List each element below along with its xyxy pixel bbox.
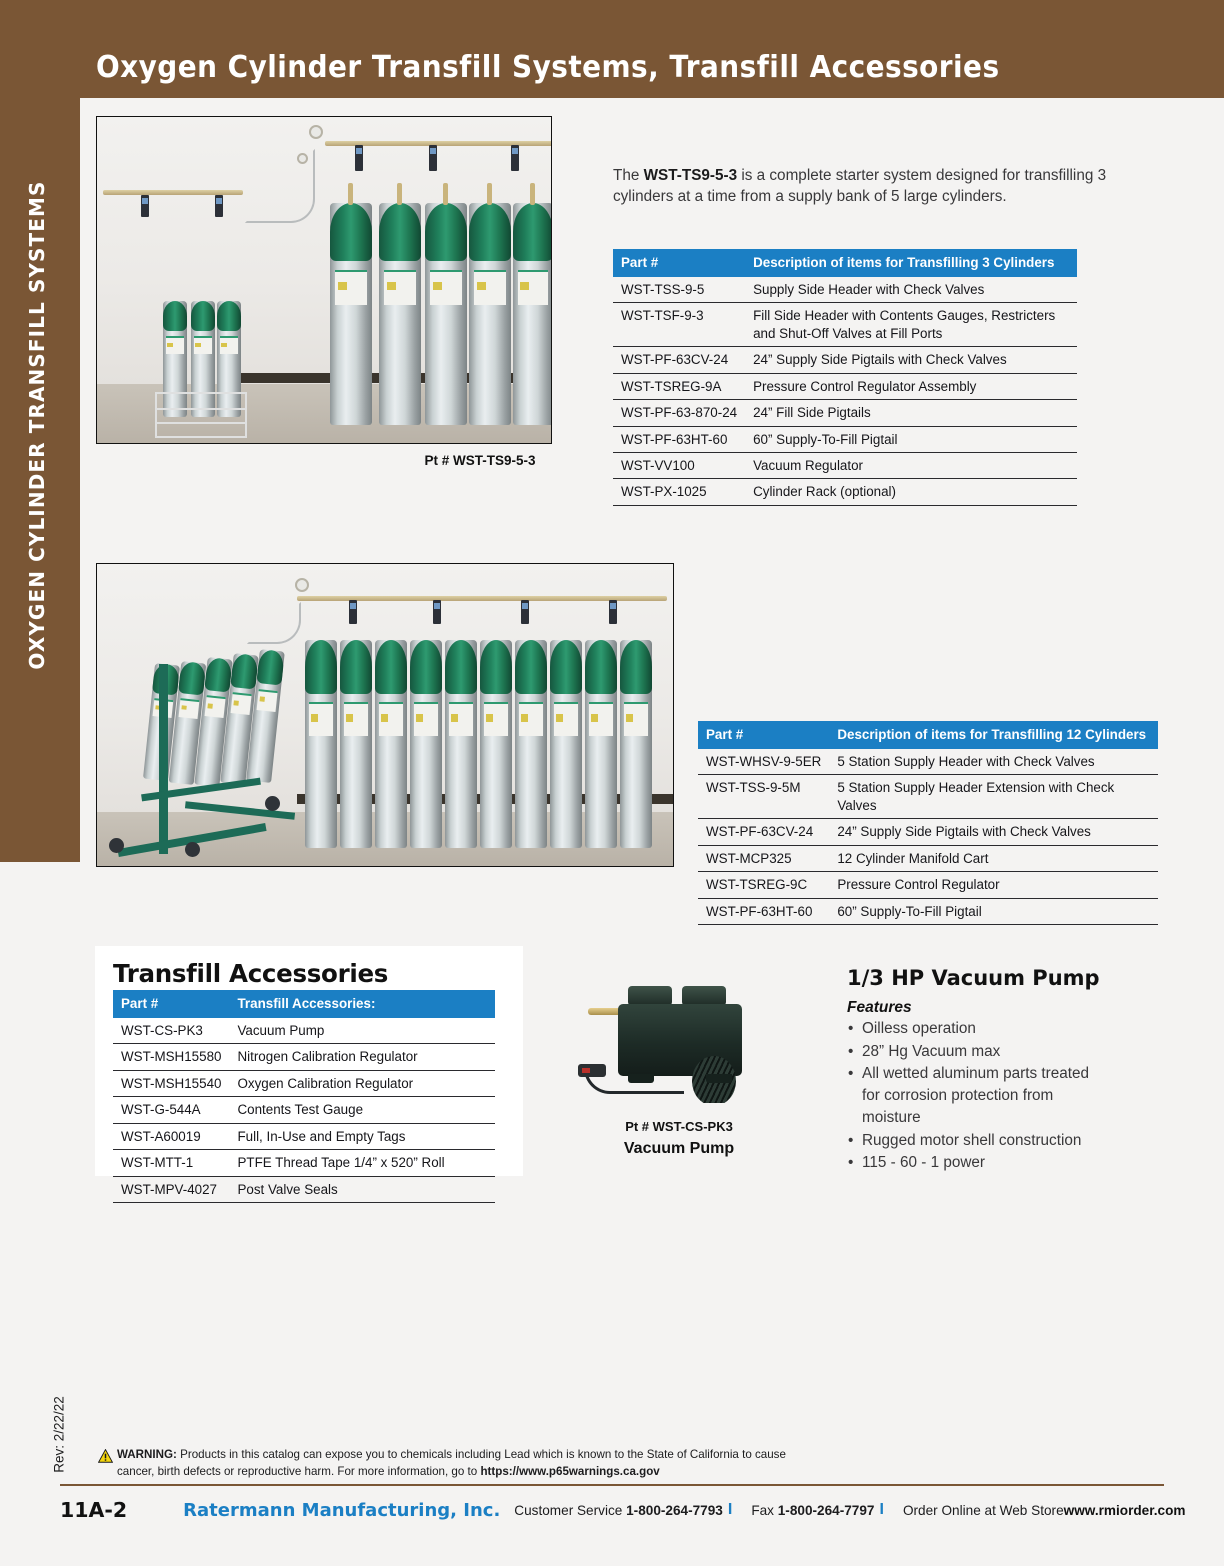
table-row xyxy=(613,452,1077,478)
cart-caster xyxy=(265,796,280,811)
table-row xyxy=(698,898,1158,924)
table-header-row xyxy=(698,721,1158,749)
regulator-block xyxy=(511,145,519,171)
cell-part: WST-G-544A xyxy=(113,1097,229,1123)
cell-description: 60” Supply-To-Fill Pigtail xyxy=(745,426,1077,452)
cylinder-large xyxy=(550,640,582,848)
table-body xyxy=(613,277,1077,505)
intro-paragraph xyxy=(613,165,1113,207)
cylinder-valve xyxy=(487,183,492,205)
cell-description: 24” Fill Side Pigtails xyxy=(745,400,1077,426)
cell-description: 60” Supply-To-Fill Pigtail xyxy=(829,898,1158,924)
regulator-block xyxy=(215,195,223,217)
section-sidebar xyxy=(0,98,80,862)
regulator-block xyxy=(609,600,617,624)
cell-description: Contents Test Gauge xyxy=(229,1097,495,1123)
cylinder-large xyxy=(445,640,477,848)
cart-caster xyxy=(109,838,124,853)
warning-url: https://www.p65warnings.ca.gov xyxy=(480,1464,660,1478)
photo-transfill-system-3-cylinder xyxy=(96,116,552,444)
pump-cylinder-head xyxy=(628,986,672,1006)
table-row xyxy=(113,1018,495,1044)
cell-part: WST-PF-63CV-24 xyxy=(613,347,745,373)
cylinder-large xyxy=(469,203,511,425)
fax-phone: 1-800-264-7797 xyxy=(777,1502,875,1518)
table-row xyxy=(113,1044,495,1070)
cell-part: WST-WHSV-9-5ER xyxy=(698,749,829,775)
cylinder-large xyxy=(375,640,407,848)
cell-description: Vacuum Regulator xyxy=(745,452,1077,478)
fax-label: Fax xyxy=(751,1502,778,1518)
photo-transfill-system-12-cylinder xyxy=(96,563,674,867)
warning-text xyxy=(117,1447,798,1480)
cell-description: 24” Supply Side Pigtails with Check Valves xyxy=(829,819,1158,845)
list-item: • Rugged motor shell construction xyxy=(847,1130,1109,1152)
table-row xyxy=(613,426,1077,452)
table-row xyxy=(113,1176,495,1202)
cell-part: WST-VV100 xyxy=(613,452,745,478)
table-row xyxy=(698,819,1158,845)
pump-foot xyxy=(706,1074,732,1083)
table-row xyxy=(613,347,1077,373)
warning-label: WARNING: xyxy=(117,1448,177,1461)
cylinder-large xyxy=(515,640,547,848)
footer-separator: I xyxy=(727,1501,733,1518)
cell-description: 5 Station Supply Header with Check Valves xyxy=(829,749,1158,775)
cylinder-large xyxy=(410,640,442,848)
intro-part-number: WST-TS9-5-3 xyxy=(643,167,738,184)
cell-part: WST-PF-63HT-60 xyxy=(613,426,745,452)
photo-1-caption: Pt # WST-TS9-5-3 xyxy=(424,453,536,468)
column-header-part: Part # xyxy=(698,721,829,749)
cylinder-valve xyxy=(530,183,535,205)
table-header-row xyxy=(113,990,495,1018)
pump-cylinder-head xyxy=(682,986,726,1006)
column-header-part: Part # xyxy=(613,249,745,277)
table-row xyxy=(698,845,1158,871)
regulator-block xyxy=(355,145,363,171)
pump-caption-name: Vacuum Pump xyxy=(623,1139,735,1157)
cell-description: 24” Supply Side Pigtails with Check Valves xyxy=(745,347,1077,373)
cylinder-large xyxy=(513,203,552,425)
cell-part: WST-PF-63-870-24 xyxy=(613,400,745,426)
column-header-part: Part # xyxy=(113,990,229,1018)
prop65-warning xyxy=(98,1447,798,1480)
cell-description: 12 Cylinder Manifold Cart xyxy=(829,845,1158,871)
cell-part: WST-A60019 xyxy=(113,1123,229,1149)
cell-part: WST-MCP325 xyxy=(698,845,829,871)
cell-description: PTFE Thread Tape 1/4” x 520” Roll xyxy=(229,1150,495,1176)
regulator-block xyxy=(141,195,149,217)
cell-description: Oxygen Calibration Regulator xyxy=(229,1070,495,1096)
cell-description: Pressure Control Regulator Assembly xyxy=(745,373,1077,399)
table-row xyxy=(613,373,1077,399)
intro-rest: is a complete starter system designed for transfilling 3 cylinders at a time from a supply bank of 5 large cylinders. xyxy=(613,167,1107,206)
cell-description: 5 Station Supply Header Extension with Check Valves xyxy=(829,775,1158,819)
vacuum-pump-title: 1/3 HP Vacuum Pump xyxy=(847,966,1100,990)
page-number: 11A-2 xyxy=(60,1498,128,1522)
cylinder-large xyxy=(620,640,652,848)
table-row xyxy=(113,1097,495,1123)
regulator-block xyxy=(429,145,437,171)
intro-lead: The xyxy=(613,167,644,184)
table-body xyxy=(698,749,1158,924)
list-item: • 28” Hg Vacuum max xyxy=(847,1041,1109,1063)
table-body xyxy=(113,1018,495,1202)
customer-service-label: Customer Service xyxy=(514,1502,627,1518)
cell-part: WST-MSH15540 xyxy=(113,1070,229,1096)
page-title: Oxygen Cylinder Transfill Systems, Transfill Accessories xyxy=(96,50,1000,85)
cell-part: WST-MSH15580 xyxy=(113,1044,229,1070)
table-row xyxy=(113,1123,495,1149)
supply-hose-loop xyxy=(245,149,315,223)
cell-description: Cylinder Rack (optional) xyxy=(745,479,1077,505)
cylinder-large xyxy=(340,640,372,848)
cylinder-valve xyxy=(443,183,448,205)
revision-label: Rev: 2/22/22 xyxy=(51,1396,67,1473)
website-link[interactable]: www.rmiorder.com xyxy=(1063,1502,1186,1518)
supply-hose-loop xyxy=(247,602,301,644)
cell-part: WST-TSREG-9C xyxy=(698,872,829,898)
cell-description: Supply Side Header with Check Valves xyxy=(745,277,1077,303)
cell-part: WST-MTT-1 xyxy=(113,1150,229,1176)
cylinder-large xyxy=(480,640,512,848)
cylinder-valve xyxy=(348,183,353,205)
pressure-gauge-main xyxy=(309,125,323,139)
warning-body: Products in this catalog can expose you to chemicals including Lead which is known to the State of California to cause cancer, birth defects or reproductive harm. For more information, go to xyxy=(117,1448,786,1478)
column-header-description: Description of items for Transfilling 12 Cylinders xyxy=(829,721,1158,749)
table-row xyxy=(613,400,1077,426)
table-row xyxy=(698,775,1158,819)
customer-service-info xyxy=(514,1503,723,1518)
cell-part: WST-PF-63CV-24 xyxy=(698,819,829,845)
cell-part: WST-TSF-9-3 xyxy=(613,303,745,347)
cell-description: Nitrogen Calibration Regulator xyxy=(229,1044,495,1070)
table-row xyxy=(613,303,1077,347)
cell-description: Fill Side Header with Contents Gauges, Restricters and Shut-Off Valves at Fill Ports xyxy=(745,303,1077,347)
cylinder-valve xyxy=(397,183,402,205)
table-row xyxy=(613,277,1077,303)
cylinder-rack xyxy=(155,392,247,438)
pump-motor-body xyxy=(618,1004,742,1076)
list-item: • All wetted aluminum parts treated for corrosion protection from moisture xyxy=(847,1063,1109,1128)
regulator-block xyxy=(349,600,357,624)
manifold-cart-post xyxy=(159,664,168,854)
sidebar-section-label: OXYGEN CYLINDER TRANSFILL SYSTEMS xyxy=(25,180,49,670)
pump-part-number: Pt # WST-CS-PK3 xyxy=(625,1119,733,1134)
cell-description: Full, In-Use and Empty Tags xyxy=(229,1123,495,1149)
photo-vacuum-pump xyxy=(556,960,802,1103)
cylinder-large xyxy=(330,203,372,425)
footer-separator: I xyxy=(879,1501,884,1518)
cell-part: WST-CS-PK3 xyxy=(113,1018,229,1044)
pump-caption xyxy=(546,1118,812,1160)
table-row xyxy=(113,1070,495,1096)
regulator-block xyxy=(521,600,529,624)
cylinder-large xyxy=(425,203,467,425)
vacuum-pump-features-label: Features xyxy=(847,999,912,1016)
table-transfill-12-cylinders xyxy=(698,721,1158,925)
cell-description: Post Valve Seals xyxy=(229,1176,495,1202)
cylinder-large xyxy=(305,640,337,848)
company-name: Ratermann Manufacturing, Inc. xyxy=(183,1499,501,1521)
cart-caster xyxy=(185,842,200,857)
table-row xyxy=(698,872,1158,898)
vacuum-pump-feature-list xyxy=(847,1018,1109,1175)
pressure-gauge-main xyxy=(295,578,309,592)
customer-service-phone: 1-800-264-7793 xyxy=(626,1502,723,1518)
list-item: • Oilless operation xyxy=(847,1018,1109,1040)
cell-part: WST-TSS-9-5M xyxy=(698,775,829,819)
table-row xyxy=(698,749,1158,775)
cell-part: WST-TSREG-9A xyxy=(613,373,745,399)
cylinder-large xyxy=(585,640,617,848)
page-header-band xyxy=(0,0,1224,98)
cell-part: WST-PF-63HT-60 xyxy=(698,898,829,924)
table-row xyxy=(613,479,1077,505)
accessories-title: Transfill Accessories xyxy=(113,959,389,988)
footer-divider xyxy=(60,1484,1164,1486)
order-online-label: Order Online at Web Store xyxy=(902,1502,1064,1518)
cell-part: WST-TSS-9-5 xyxy=(613,277,745,303)
pump-plug xyxy=(578,1064,606,1077)
page-footer xyxy=(60,1495,1186,1525)
column-header-description: Description of items for Transfilling 3 Cylinders xyxy=(745,249,1077,277)
regulator-block xyxy=(433,600,441,624)
table-header-row xyxy=(613,249,1077,277)
cell-description: Vacuum Pump xyxy=(229,1018,495,1044)
cell-part: WST-MPV-4027 xyxy=(113,1176,229,1202)
warning-triangle-icon xyxy=(98,1449,113,1463)
cell-part: WST-PX-1025 xyxy=(613,479,745,505)
table-transfill-accessories xyxy=(113,990,495,1203)
table-row xyxy=(113,1150,495,1176)
list-item: • 115 - 60 - 1 power xyxy=(847,1152,1109,1174)
table-transfill-3-cylinders xyxy=(613,249,1077,506)
cylinder-large xyxy=(379,203,421,425)
column-header-accessories: Transfill Accessories: xyxy=(229,990,495,1018)
cell-description: Pressure Control Regulator xyxy=(829,872,1158,898)
fax-info xyxy=(751,1503,874,1518)
